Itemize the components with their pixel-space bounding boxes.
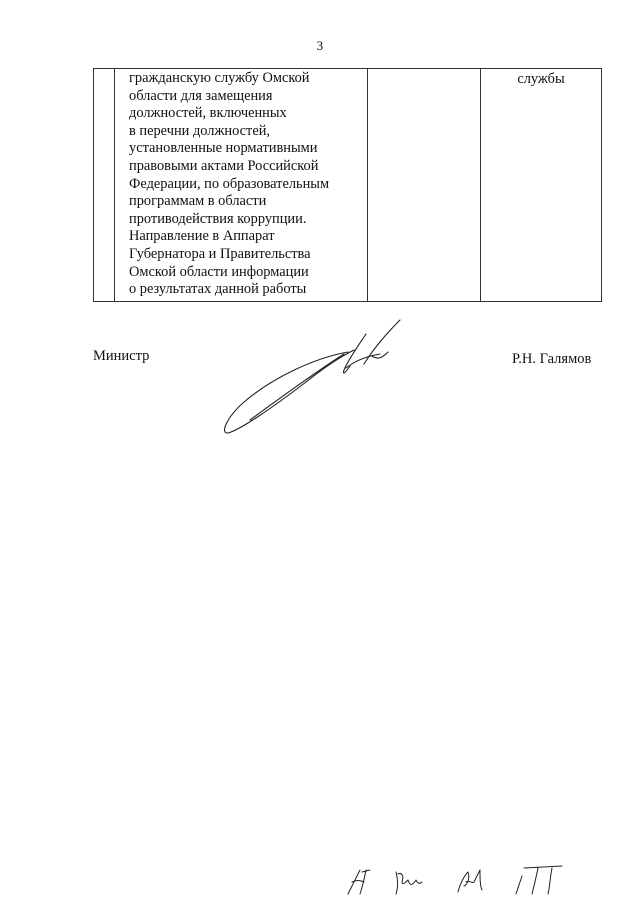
activity-text-line: должностей, включенных [129,105,287,122]
page-number: 3 [316,38,324,53]
activity-text-line: программам в области [129,193,267,210]
term-cell [368,69,481,302]
activity-text-line: в перечни должностей, [129,122,271,139]
handwritten-signature [218,316,408,440]
approval-initials [340,860,580,898]
activity-text-line: гражданскую службу Омской [129,70,310,86]
activity-text-line: правовыми актами Российской [129,157,319,174]
activity-text-line: противодействия коррупции. [129,210,307,227]
responsible-cell: службы [481,69,602,302]
activity-text-line: установленные нормативными [129,140,318,157]
activity-text-line: Губернатора и Правительства [129,245,311,262]
activity-text-line: Омской области информации [129,263,309,280]
signatory-name: Р.Н. Галямов [512,351,592,367]
table-row [94,69,602,302]
plan-table [93,68,602,302]
position-title: Министр [93,348,150,364]
activity-description-cell [115,69,368,302]
activity-text-line: области для замещения [129,87,273,104]
activity-text-line: Направление в Аппарат [129,228,275,245]
activity-text-line: Федерации, по образовательным [129,175,330,192]
activity-text-line: о результатах данной работы [129,281,307,298]
row-number-cell [94,69,115,302]
